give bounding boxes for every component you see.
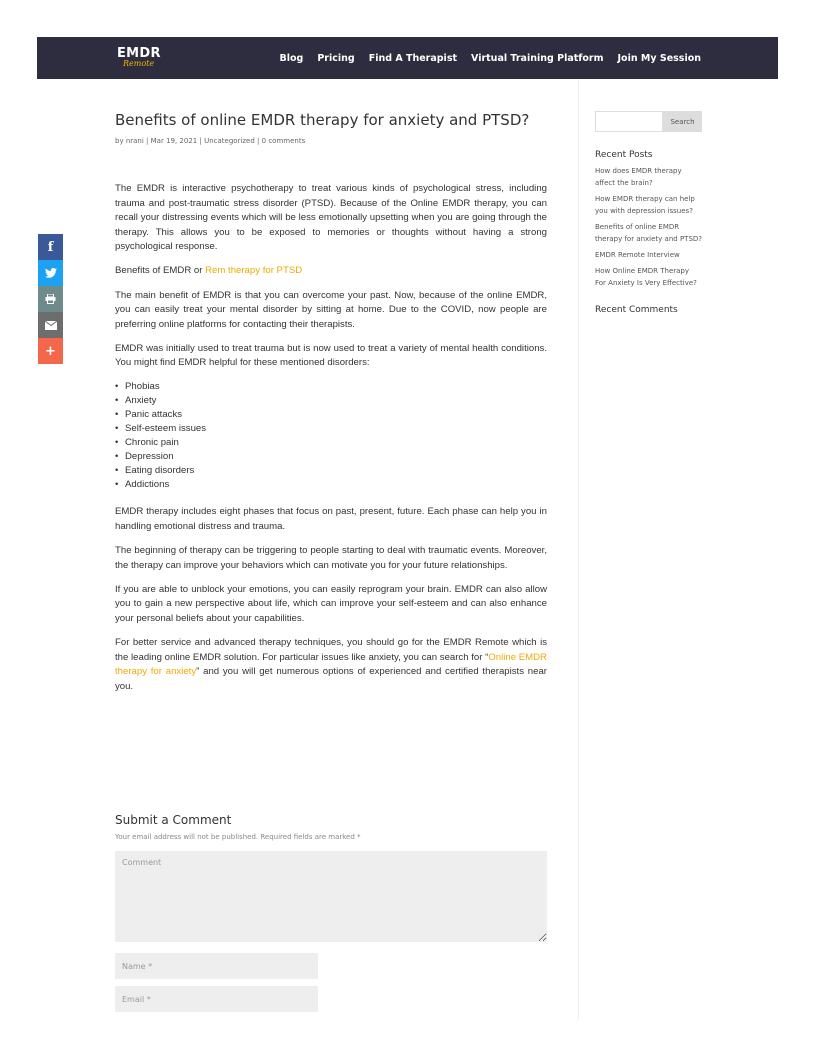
post-date: Mar 19, 2021: [150, 137, 198, 145]
paragraph: EMDR was initially used to treat trauma but is now used to treat a variety of mental health conditions. You might find EMDR helpful for these mentioned disorders:: [115, 342, 547, 369]
paragraph: EMDR therapy includes eight phases that focus on past, present, future. Each phase can help you in handling emotional distress and trauma.: [115, 506, 547, 532]
search-input[interactable]: [595, 111, 663, 132]
comment-form: [115, 812, 547, 842]
article: [115, 110, 547, 704]
list-item: • Panic attacks: [115, 408, 547, 422]
nav-blog[interactable]: Blog: [279, 52, 304, 64]
print-icon[interactable]: [38, 286, 63, 312]
recent-post-link[interactable]: Benefits of online EMDR therapy for anxiety and PTSD?: [595, 223, 702, 243]
nav-join-my-session[interactable]: Join My Session: [617, 52, 701, 64]
paragraph: Benefits of EMDR or Rem therapy for PTSD: [115, 265, 303, 277]
site-header: [37, 37, 778, 79]
list-item: • Anxiety: [115, 394, 547, 408]
disorders-list: [115, 380, 547, 493]
post-body: [115, 182, 547, 694]
list-item: • Chronic pain: [115, 436, 547, 450]
recent-posts-heading: Recent Posts: [595, 150, 653, 160]
online-emdr-anxiety-link[interactable]: Online EMDR therapy for anxiety: [115, 651, 547, 678]
paragraph: The main benefit of EMDR is that you can overcome your past. Now, because of the online EMDR, you can easily treat your mental disorder by sitting at home. Due to the COVID, now people are preferring online platforms for contacting their therapists.: [115, 289, 547, 330]
search-button[interactable]: Search: [663, 111, 702, 132]
sidebar: [595, 111, 702, 316]
main-nav: [280, 37, 701, 79]
recent-posts-widget: [595, 149, 702, 289]
paragraph: The beginning of therapy can be triggering to people starting to deal with traumatic events. Moreover, the therapy can improve your behaviors which can motivate you for your future relationships.: [115, 544, 547, 571]
email-icon[interactable]: [38, 312, 63, 338]
list-item: • Eating disorders: [115, 464, 547, 478]
more-share-icon[interactable]: +: [38, 338, 63, 364]
email-field[interactable]: [115, 986, 318, 1012]
recent-post-link[interactable]: How EMDR therapy can help you with depression issues?: [595, 195, 695, 215]
comment-textarea[interactable]: [115, 851, 547, 942]
recent-comments-widget: [595, 304, 702, 316]
post-comment-count[interactable]: 0 comments: [261, 137, 306, 145]
social-share-bar: [38, 234, 63, 364]
post-title: Benefits of online EMDR therapy for anxiety and PTSD?: [115, 111, 530, 129]
nav-pricing[interactable]: Pricing: [317, 52, 355, 64]
twitter-icon[interactable]: [38, 260, 63, 286]
rem-therapy-link[interactable]: Rem therapy for PTSD: [205, 265, 303, 277]
sidebar-divider: [578, 80, 579, 1019]
post-category[interactable]: Uncategorized: [204, 137, 255, 145]
required-fields-note: Your email address will not be published. Required fields are marked *: [115, 833, 361, 841]
paragraph: The EMDR is interactive psychotherapy to treat various kinds of psychological stress, including trauma and post-traumatic stress disorder (PTSD). Because of the Online EMDR therapy, you can recall your distressing events which will be less emotionally upsetting when you are going through the therapy. This allows you to be exposed to memories or thoughts without having a strong psychological response.: [115, 183, 547, 253]
name-field[interactable]: [115, 953, 318, 979]
paragraph: If you are able to unblock your emotions, you can easily reprogram your brain. EMDR can also allow you to gain a new perspective about life, which can improve your self-esteem and can also enhance your personal beliefs about your capabilities.: [115, 583, 547, 624]
post-meta: by nrani | Mar 19, 2021 | Uncategorized | 0 comments: [115, 137, 306, 145]
nav-find-a-therapist[interactable]: Find A Therapist: [368, 52, 458, 64]
paragraph: For better service and advanced therapy techniques, you should go for the EMDR Remote which is the leading online EMDR solution. For particular issues like anxiety, you can search for “Online EMDR therapy for anxiety” and you will get numerous options of experienced and certified therapists near you.: [115, 636, 547, 692]
list-item: • Self-esteem issues: [115, 422, 547, 436]
logo-subtext: Remote: [123, 59, 155, 68]
post-author[interactable]: nrani: [125, 137, 144, 145]
search-widget: [595, 111, 702, 132]
list-item: • Phobias: [115, 380, 547, 394]
site-logo[interactable]: [117, 47, 161, 69]
recent-post-link[interactable]: EMDR Remote Interview: [595, 251, 680, 259]
list-item: • Depression: [115, 450, 547, 464]
recent-posts-list: [595, 165, 702, 289]
recent-comments-heading: Recent Comments: [595, 305, 678, 315]
recent-post-link[interactable]: How Online EMDR Therapy For Anxiety Is Very Effective?: [595, 267, 697, 287]
comment-form-heading: Submit a Comment: [115, 813, 232, 827]
recent-post-link[interactable]: How does EMDR therapy affect the brain?: [595, 167, 682, 187]
nav-virtual-training-platform[interactable]: Virtual Training Platform: [471, 52, 604, 64]
logo-text: EMDR: [117, 46, 161, 61]
facebook-icon[interactable]: f: [38, 234, 63, 260]
list-item: • Addictions: [115, 478, 547, 492]
